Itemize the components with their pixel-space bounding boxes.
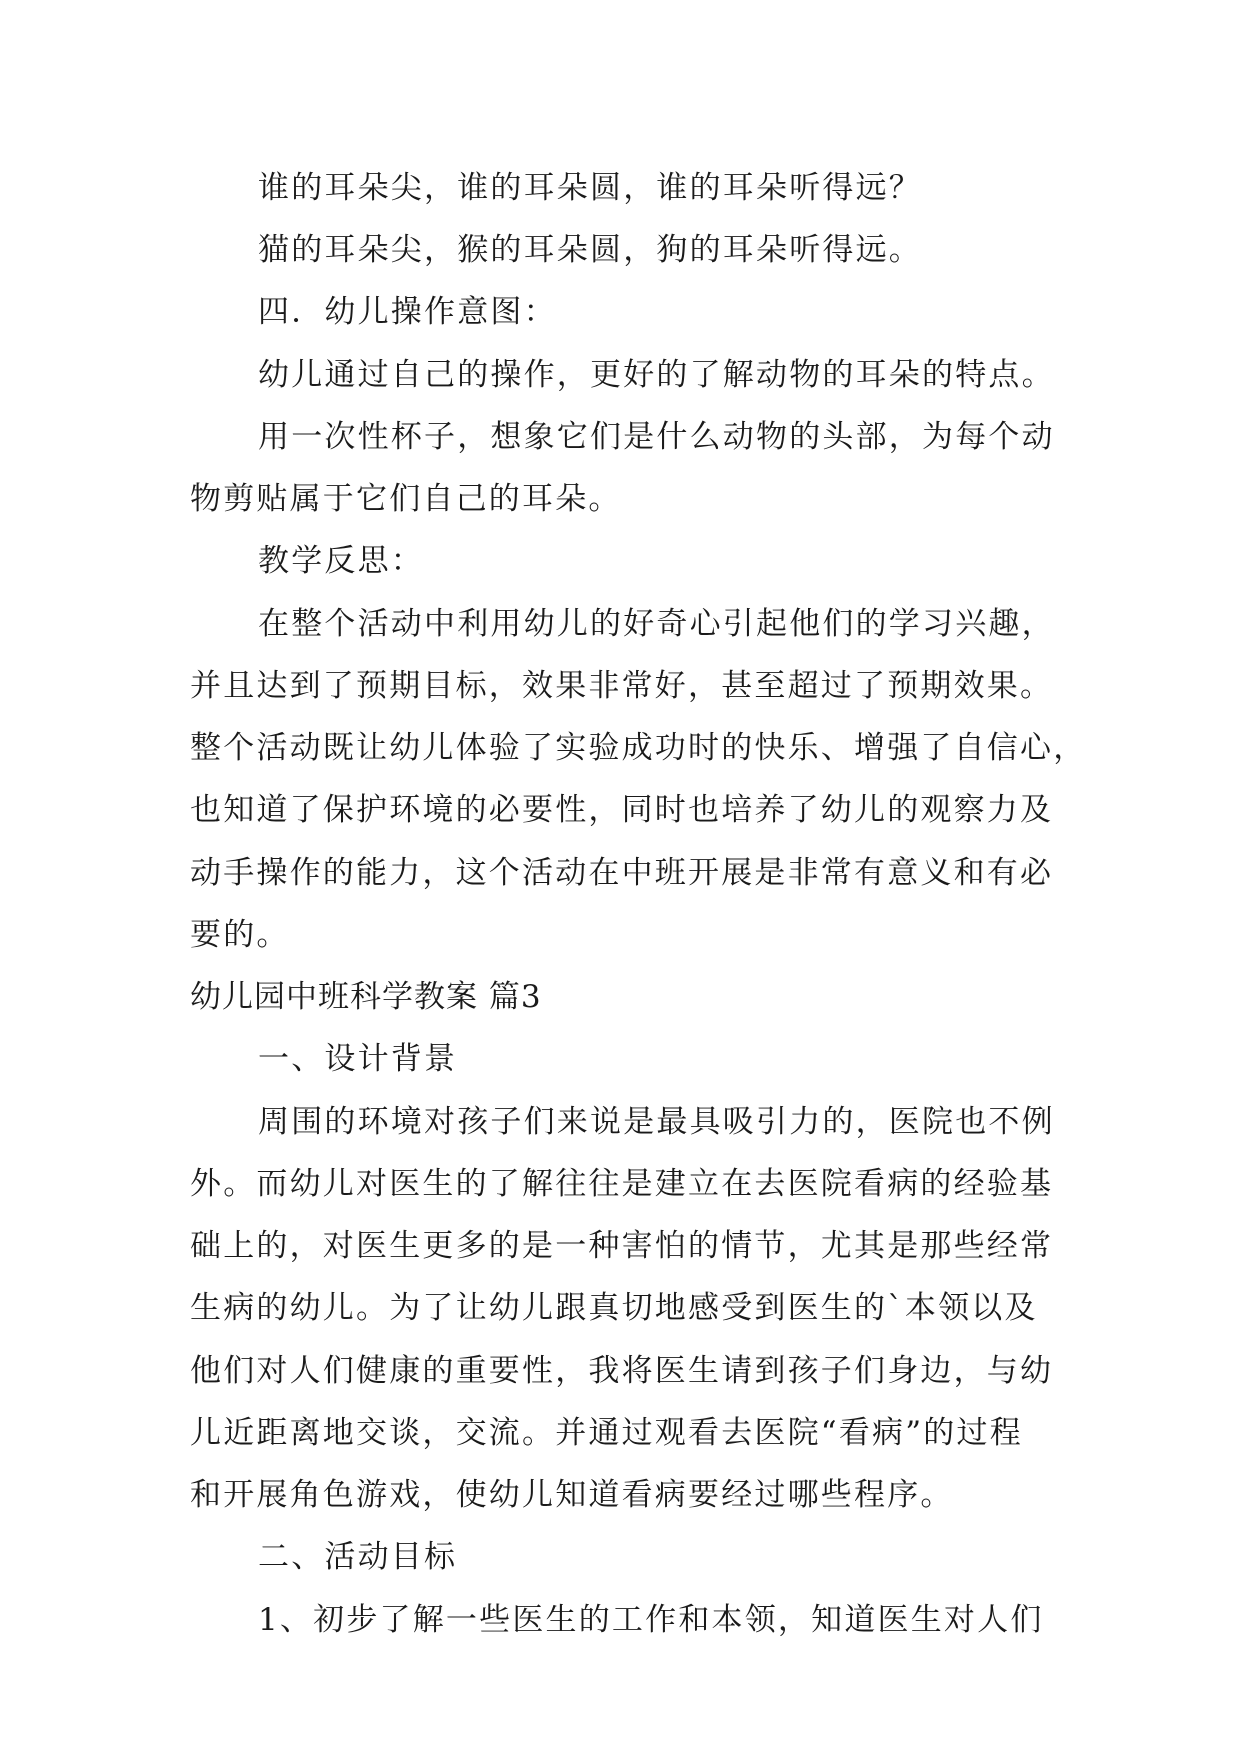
text-line: 础上的，对医生更多的是一种害怕的情节，尤其是那些经常 <box>190 1228 1054 1264</box>
text-line: 外。而幼儿对医生的了解往往是建立在去医院看病的经验基 <box>190 1166 1054 1202</box>
text-line: 幼儿通过自己的操作，更好的了解动物的耳朵的特点。 <box>258 357 1055 393</box>
text-line: 谁的耳朵尖，谁的耳朵圆，谁的耳朵听得远？ <box>258 170 922 206</box>
text-line: 和开展角色游戏，使幼儿知道看病要经过哪些程序。 <box>190 1477 954 1513</box>
text-line: 周围的环境对孩子们来说是最具吸引力的，医院也不例 <box>258 1104 1055 1140</box>
text-line: 物剪贴属于它们自己的耳朵。 <box>190 481 622 517</box>
text-line: 要的。 <box>190 917 290 953</box>
text-line: 并且达到了预期目标，效果非常好，甚至超过了预期效果。 <box>190 668 1054 704</box>
text-line: 1、初步了解一些医生的工作和本领，知道医生对人们 <box>258 1602 1044 1638</box>
text-line: 动手操作的能力，这个活动在中班开展是非常有意义和有必 <box>190 855 1054 891</box>
section-label: 一、设计背景 <box>258 1041 458 1077</box>
text-line: 生病的幼儿。为了让幼儿跟真切地感受到医生的`本领以及 <box>190 1290 1038 1326</box>
text-line: 在整个活动中利用幼儿的好奇心引起他们的学习兴趣， <box>258 606 1055 642</box>
text-line: 他们对人们健康的重要性，我将医生请到孩子们身边，与幼 <box>190 1353 1054 1389</box>
article-heading: 幼儿园中班科学教案 篇3 <box>190 979 542 1015</box>
section-label: 教学反思： <box>258 543 424 579</box>
text-line: 四．幼儿操作意图： <box>258 294 557 330</box>
text-line: 也知道了保护环境的必要性，同时也培养了幼儿的观察力及 <box>190 792 1054 828</box>
text-line: 整个活动既让幼儿体验了实验成功时的快乐、增强了自信心， <box>190 730 1087 766</box>
text-line: 猫的耳朵尖，猴的耳朵圆，狗的耳朵听得远。 <box>258 232 922 268</box>
text-line: 儿近距离地交谈，交流。并通过观看去医院“看病”的过程 <box>190 1415 1023 1451</box>
section-label: 二、活动目标 <box>258 1539 458 1575</box>
text-line: 用一次性杯子，想象它们是什么动物的头部，为每个动 <box>258 419 1055 455</box>
